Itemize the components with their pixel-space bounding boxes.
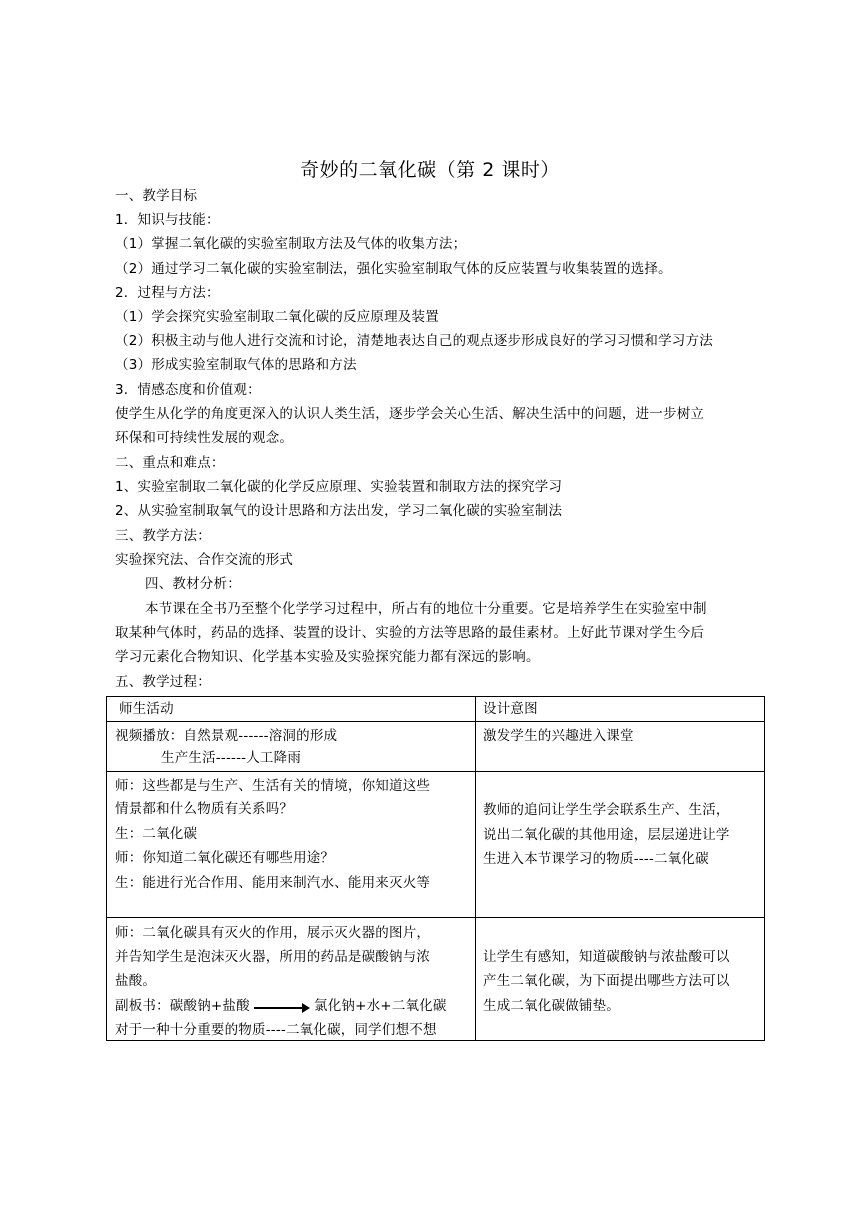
table-cell-line: 生：能进行光合作用、能用来制汽水、能用来灭火等 <box>115 875 431 891</box>
table-cell-line: 氯化钠+水+二氧化碳 <box>314 998 447 1014</box>
table-header-intent: 设计意图 <box>483 701 538 717</box>
paragraph-line: 实验探究法、合作交流的形式 <box>115 552 294 568</box>
table-divider <box>475 697 476 1040</box>
table-divider <box>107 771 764 772</box>
objective-item: （3）形成实验室制取气体的思路和方法 <box>115 357 357 373</box>
table-cell-line: 副板书：碳酸钠+盐酸 <box>115 998 250 1014</box>
objective-item: （1）掌握二氧化碳的实验室制取方法及气体的收集方法； <box>115 236 467 252</box>
table-cell-line: 教师的追问让学生学会联系生产、生活， <box>483 802 730 818</box>
objective-item: （2）积极主动与他人进行交流和讨论，清楚地表达自己的观点逐步形成良好的学习习惯和学习方法 <box>115 333 713 349</box>
table-divider <box>107 721 764 722</box>
table-cell-line: 生：二氧化碳 <box>115 826 198 842</box>
paragraph-line: 学习元素化合物知识、化学基本实验及实验探究能力都有深远的影响。 <box>115 649 540 665</box>
table-cell-line: 师：二氧化碳具有灭火的作用，展示灭火器的图片， <box>115 925 431 941</box>
table-cell-line: 产生二氧化碳，为下面提出哪些方法可以 <box>483 973 730 989</box>
subheading-attitudes-values: 3．情感态度和价值观： <box>115 382 261 398</box>
subheading-process-methods: 2．过程与方法： <box>115 285 220 301</box>
table-cell-line: 生进入本节课学习的物质----二氧化碳 <box>483 851 709 867</box>
table-header-activity: 师生活动 <box>119 701 174 717</box>
key-point-item: 2、从实验室制取氧气的设计思路和方法出发，学习二氧化碳的实验室制法 <box>115 503 563 519</box>
table-cell-line: 生产生活------人工降雨 <box>161 750 302 766</box>
table-cell-line: 生成二氧化碳做铺垫。 <box>483 998 620 1014</box>
section-heading-teaching-process: 五、教学过程： <box>115 674 211 690</box>
table-cell-line: 情景都和什么物质有关系吗？ <box>115 801 294 817</box>
paragraph-line: 取某种气体时，药品的选择、装置的设计、实验的方法等思路的最佳素材。上好此节课对学生今后 <box>115 625 705 641</box>
table-cell-line: 对于一种十分重要的物质----二氧化碳，同学们想不想 <box>115 1022 437 1038</box>
table-cell-line: 激发学生的兴趣进入课堂 <box>483 728 634 744</box>
table-divider <box>107 917 764 918</box>
objective-item: （2）通过学习二氧化碳的实验室制法，强化实验室制取气体的反应装置与收集装置的选择。 <box>115 261 672 277</box>
section-heading-teaching-methods: 三、教学方法： <box>115 528 211 544</box>
table-cell-line: 盐酸。 <box>115 973 157 989</box>
table-cell-line: 视频播放：自然景观------溶洞的形成 <box>115 728 338 744</box>
table-cell-line: 师：你知道二氧化碳还有哪些用途？ <box>115 850 335 866</box>
table-cell-line: 说出二氧化碳的其他用途，层层递进让学 <box>483 827 730 843</box>
table-cell-line: 并告知学生是泡沫灭火器，所用的药品是碳酸钠与浓 <box>115 949 431 965</box>
section-heading-material-analysis: 四、教材分析： <box>145 576 241 592</box>
teaching-process-table <box>106 696 765 1041</box>
paragraph-line: 环保和可持续性发展的观念。 <box>115 430 294 446</box>
key-point-item: 1、实验室制取二氧化碳的化学反应原理、实验装置和制取方法的探究学习 <box>115 479 563 495</box>
table-cell-line: 师：这些都是与生产、生活有关的情境，你知道这些 <box>115 778 431 794</box>
section-heading-key-points: 二、重点和难点： <box>115 455 225 471</box>
reaction-arrow-icon <box>254 1007 304 1009</box>
paragraph-line: 本节课在全书乃至整个化学学习过程中，所占有的地位十分重要。它是培养学生在实验室中制 <box>145 601 707 617</box>
paragraph-line: 使学生从化学的角度更深入的认识人类生活，逐步学会关心生活、解决生活中的问题，进一步树立 <box>115 406 705 422</box>
objective-item: （1）学会探究实验室制取二氧化碳的反应原理及装置 <box>115 309 439 325</box>
document-title: 奇妙的二氧化碳（第 2 课时） <box>300 159 560 181</box>
subheading-knowledge-skills: 1．知识与技能： <box>115 212 220 228</box>
table-cell-line: 让学生有感知，知道碳酸钠与浓盐酸可以 <box>483 949 730 965</box>
section-heading-objectives: 一、教学目标 <box>115 188 198 204</box>
